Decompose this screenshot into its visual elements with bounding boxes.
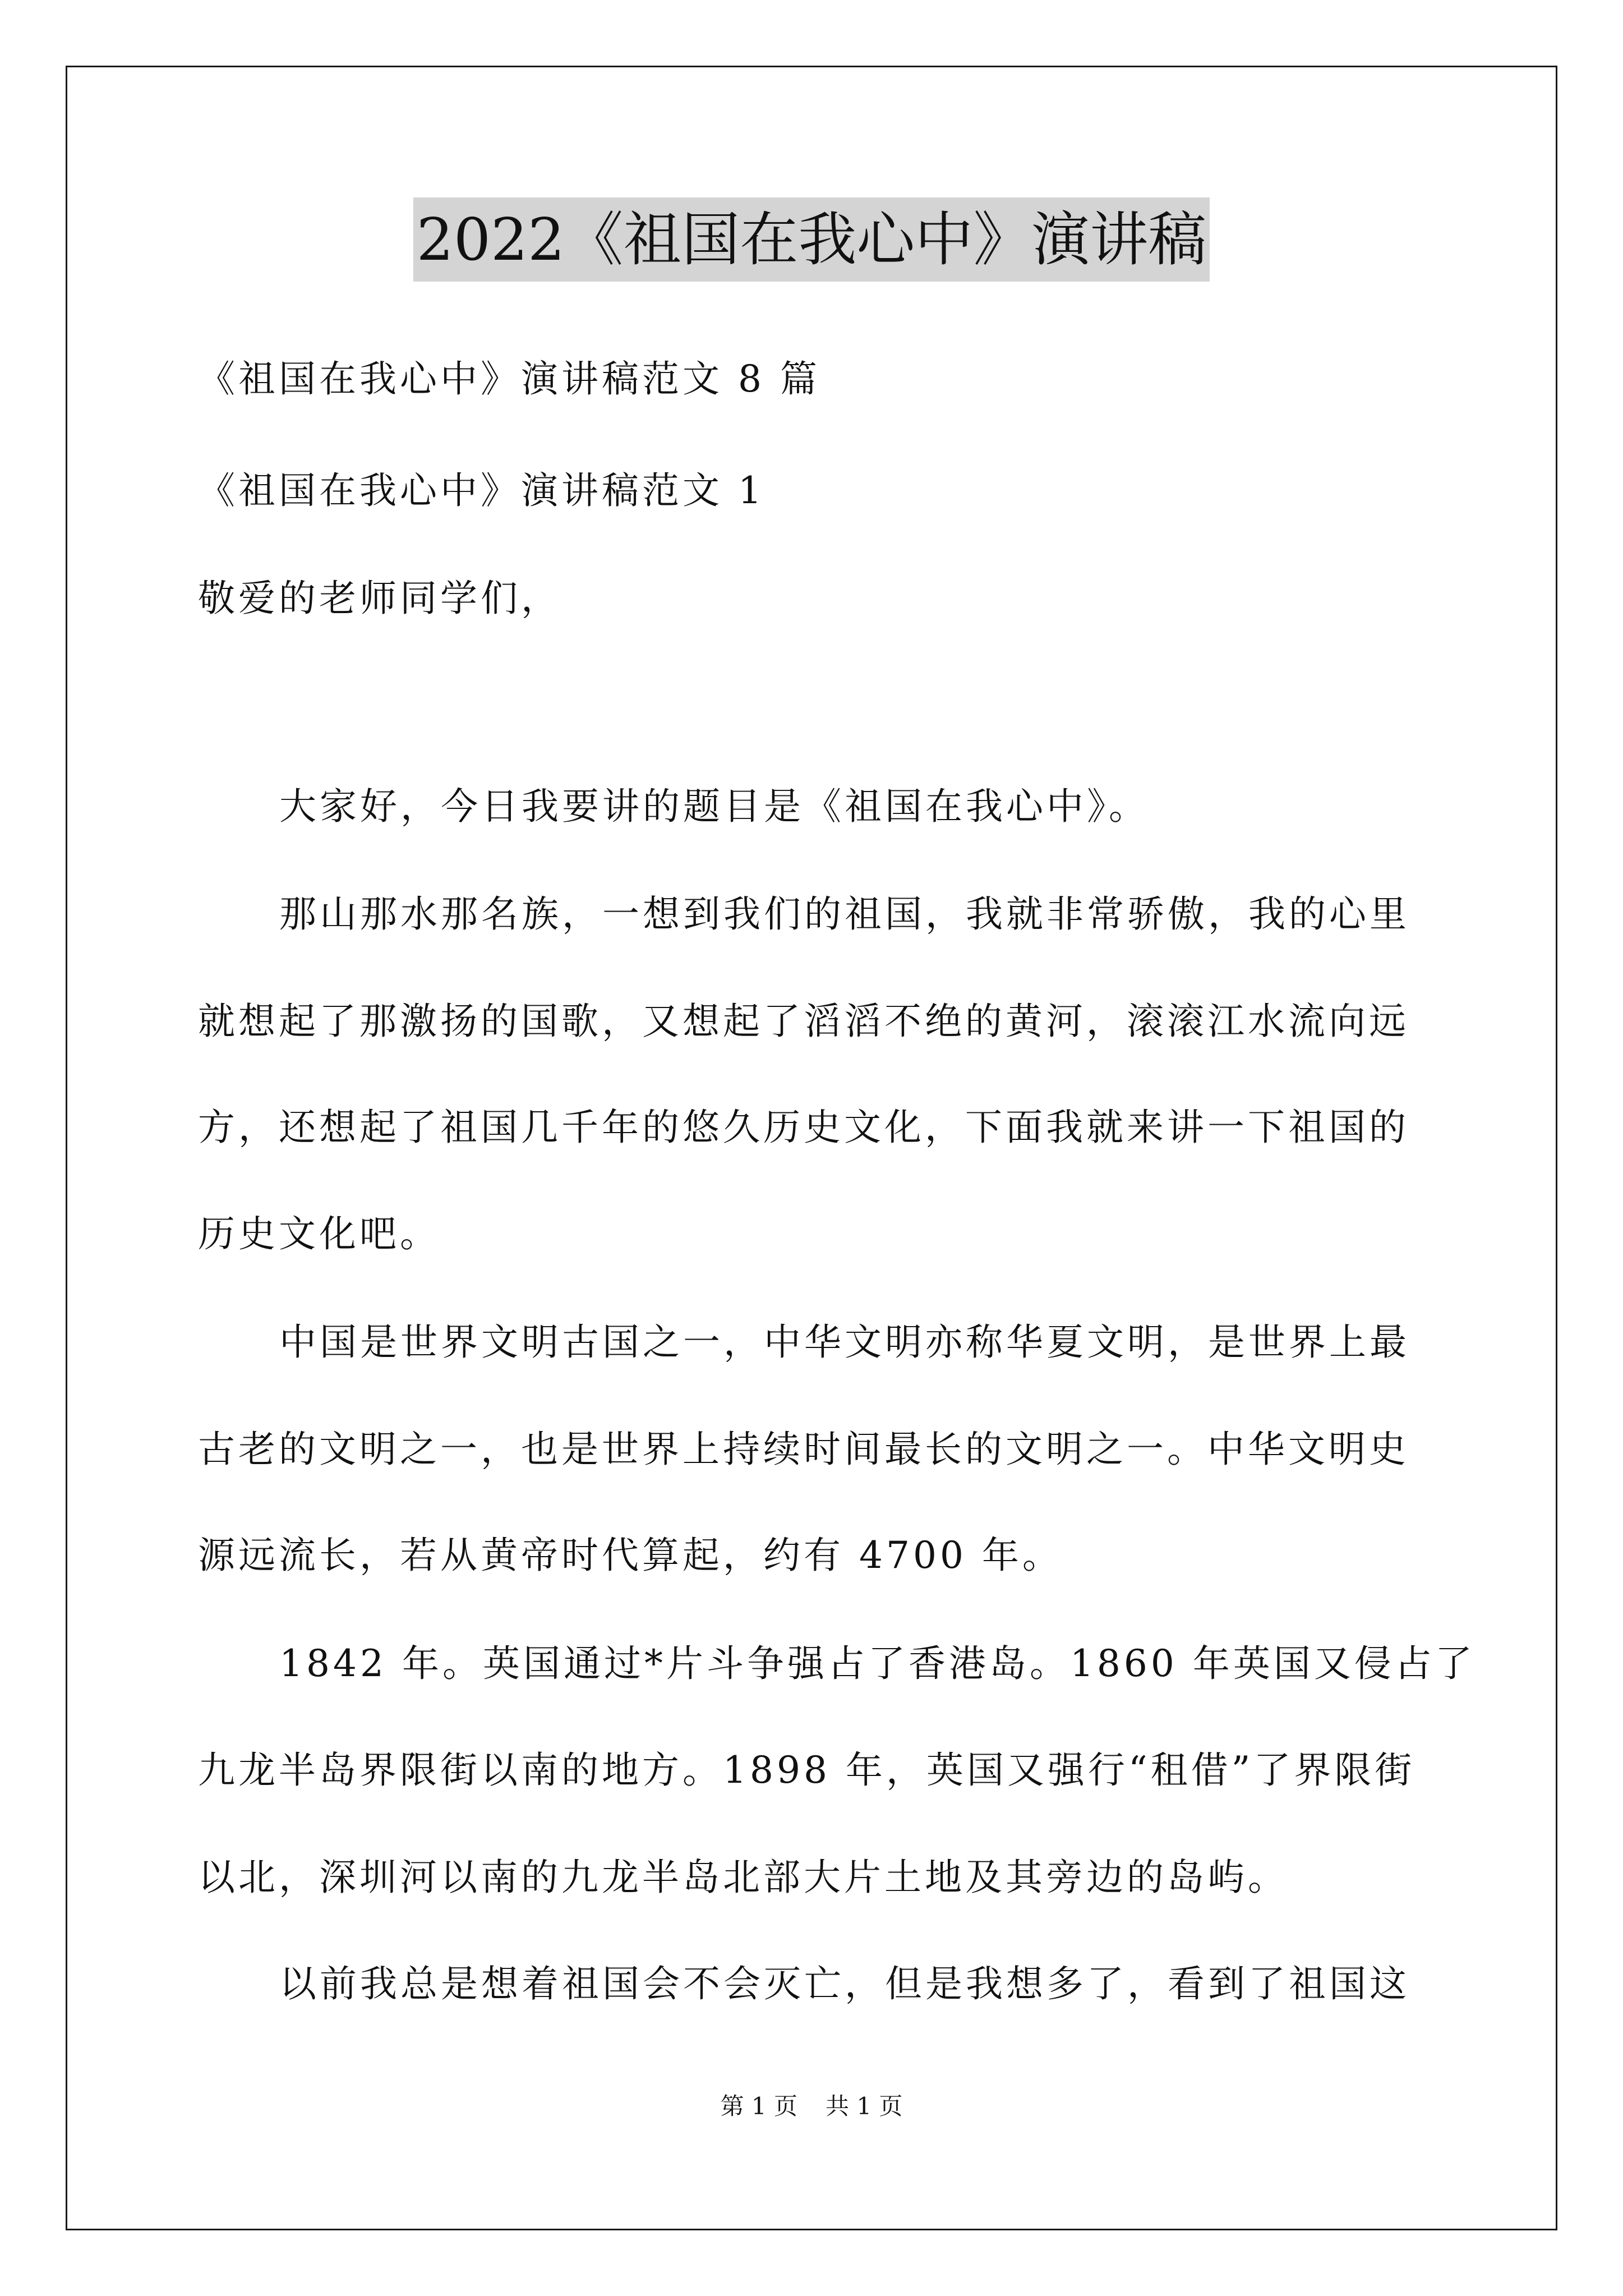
page-number: 第 1 页 — [720, 2092, 797, 2120]
paragraph-line: 历史文化吧。 — [198, 1212, 440, 1255]
paragraph-line: 以前我总是想着祖国会不会灭亡，但是我想多了，看到了祖国这 — [279, 1962, 1410, 2005]
salutation: 敬爱的老师同学们， — [198, 577, 561, 620]
paragraph-line: 九龙半岛界限街以南的地方。1898 年，英国又强行“租借”了界限街 — [198, 1749, 1415, 1792]
document-title: 2022《祖国在我心中》演讲稿 — [413, 197, 1210, 282]
paragraph-line: 以北，深圳河以南的九龙半岛北部大片土地及其旁边的岛屿。 — [198, 1856, 1288, 1899]
paragraph-line: 方，还想起了祖国几千年的悠久历史文化，下面我就来讲一下祖国的 — [198, 1106, 1409, 1149]
paragraph-line: 古老的文明之一，也是世界上持续时间最长的文明之一。中华文明史 — [198, 1428, 1409, 1471]
page-total: 共 1 页 — [826, 2092, 903, 2120]
paragraph-line: 中国是世界文明古国之一，中华文明亦称华夏文明，是世界上最 — [279, 1320, 1410, 1364]
paragraph-line: 那山那水那名族，一想到我们的祖国，我就非常骄傲，我的心里 — [279, 892, 1410, 936]
paragraph-line: 源远流长，若从黄帝时代算起，约有 4700 年。 — [198, 1534, 1063, 1577]
title-container — [0, 197, 1623, 282]
section-heading: 《祖国在我心中》演讲稿范文 1 — [198, 469, 765, 512]
subtitle-line: 《祖国在我心中》演讲稿范文 8 篇 — [198, 357, 820, 401]
paragraph-line: 1842 年。英国通过*片斗争强占了香港岛。1860 年英国又侵占了 — [279, 1642, 1476, 1685]
page-footer — [0, 2090, 1623, 2123]
paragraph-line: 就想起了那激扬的国歌，又想起了滔滔不绝的黄河，滚滚江水流向远 — [198, 1000, 1409, 1043]
paragraph-line: 大家好，今日我要讲的题目是《祖国在我心中》。 — [279, 785, 1149, 828]
